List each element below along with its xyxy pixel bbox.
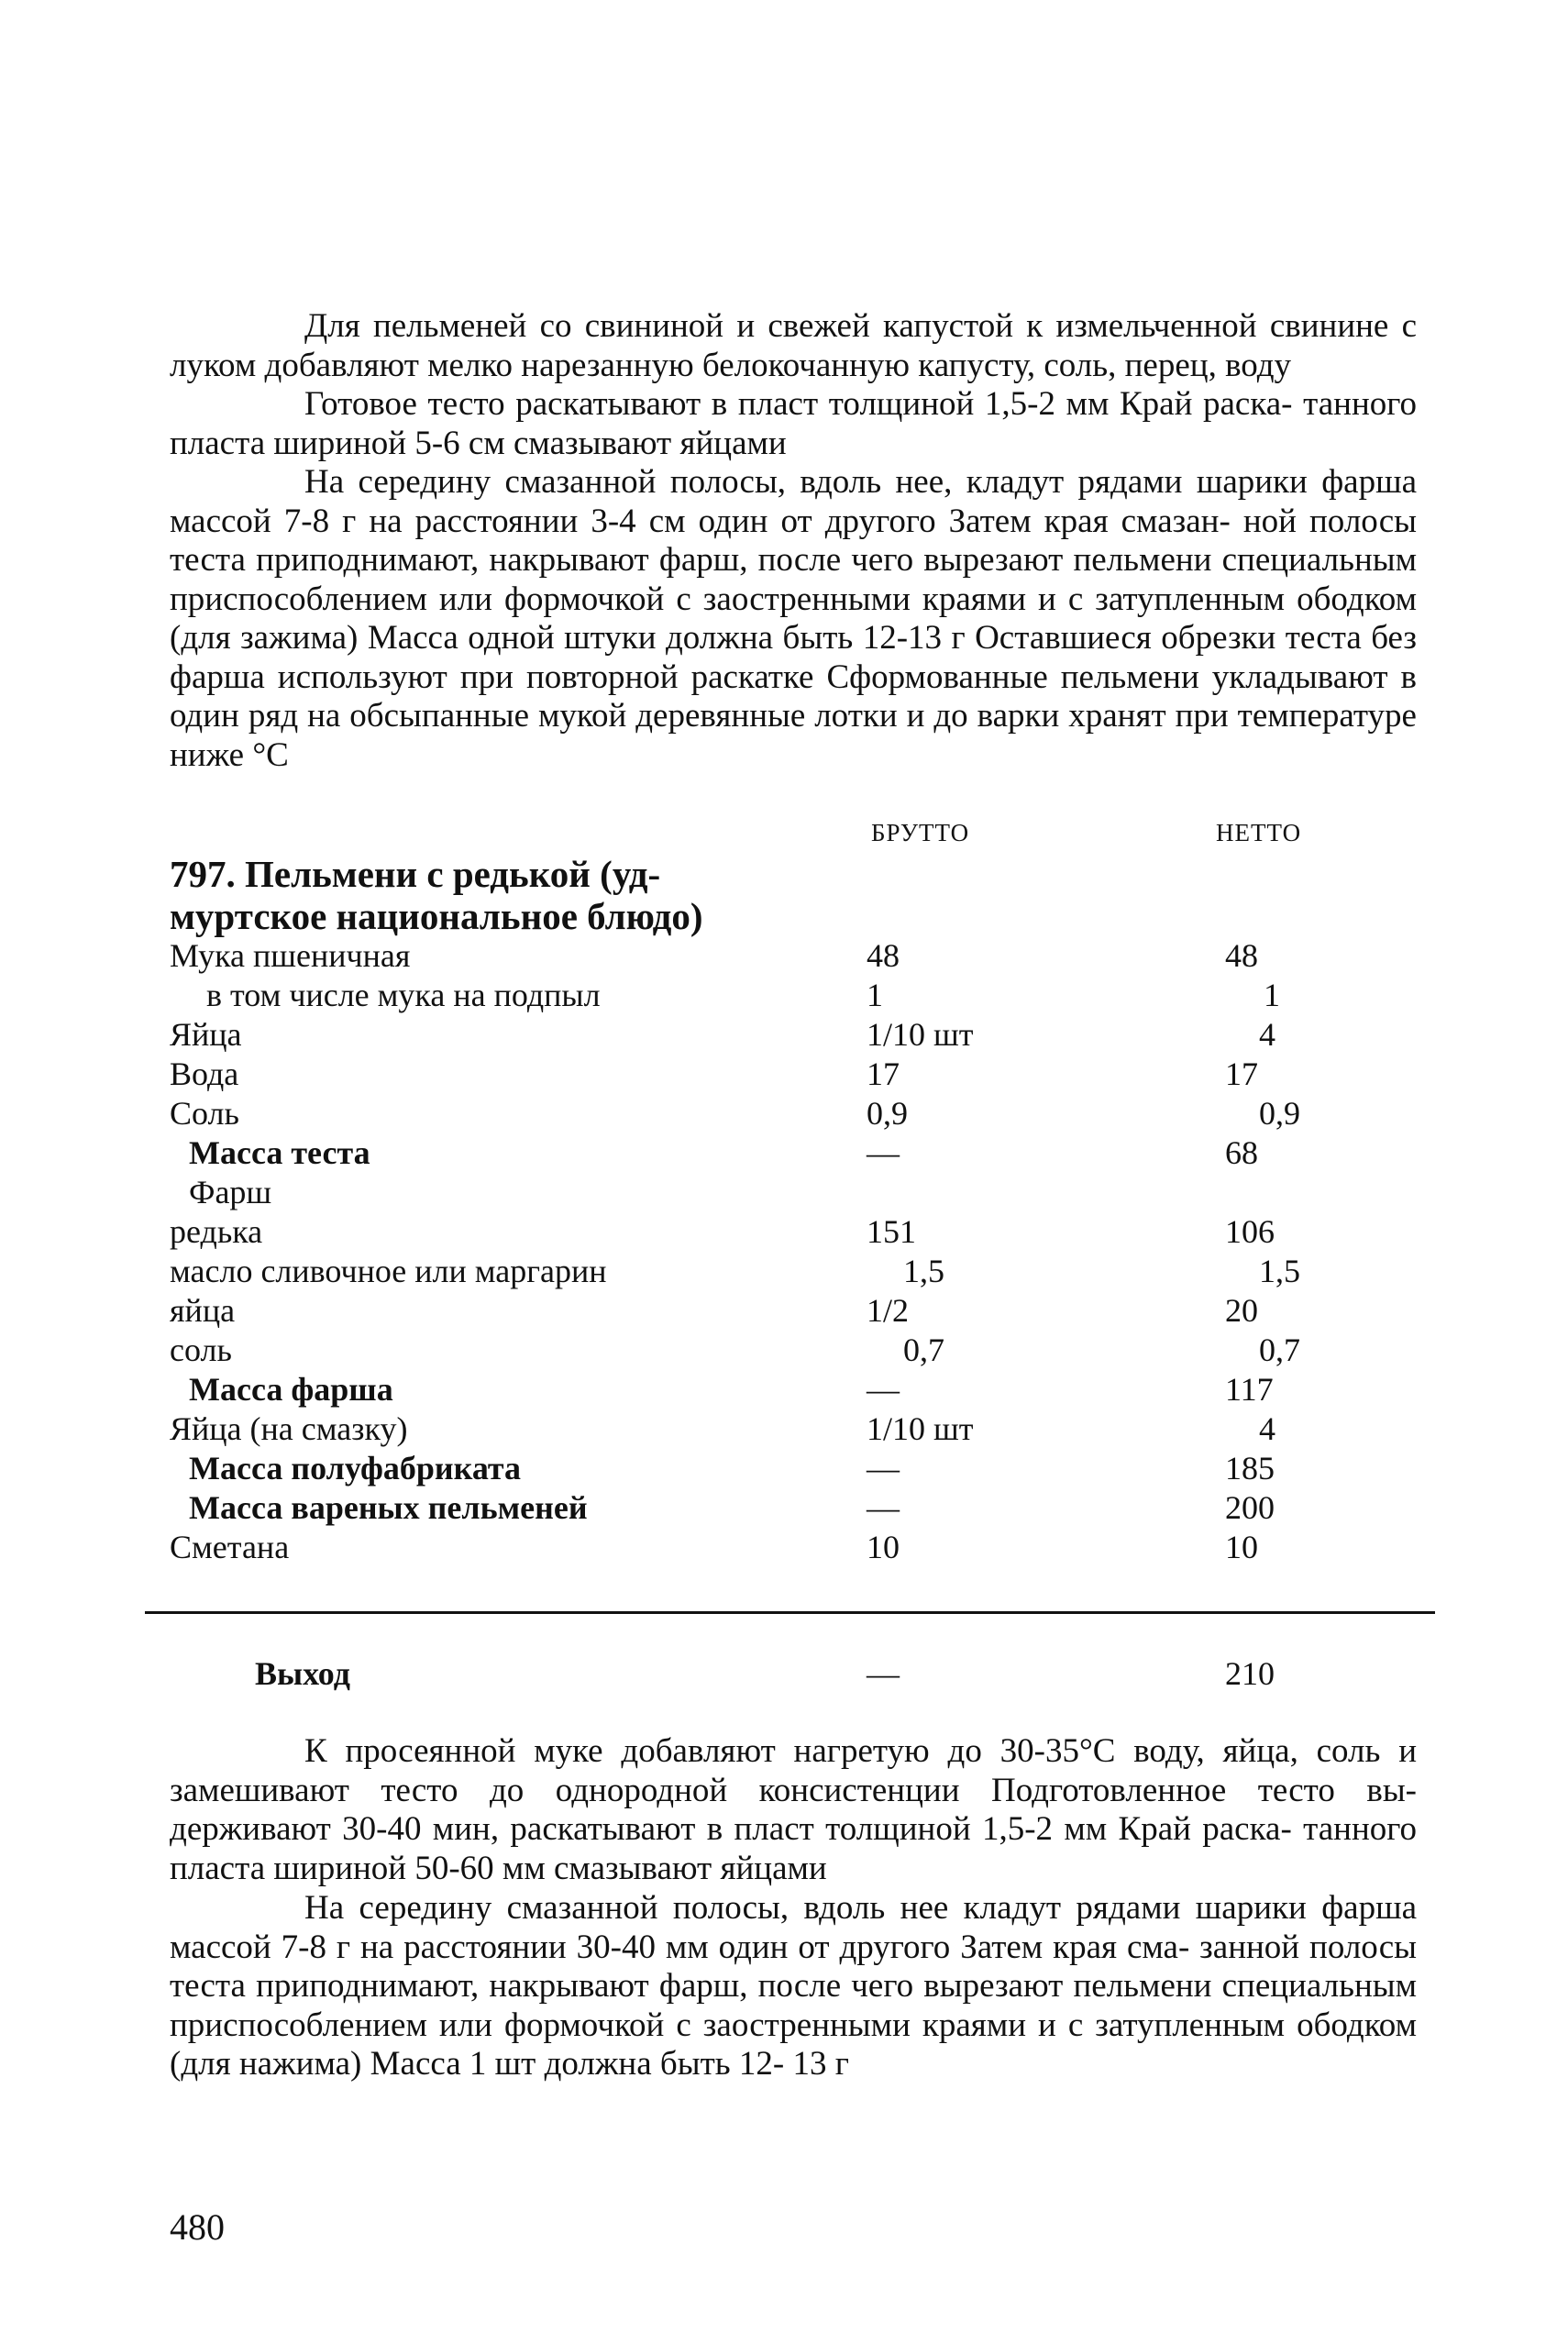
table-row: Масса фарша — 117 bbox=[189, 1371, 1274, 1408]
table-row: Масса теста — 68 bbox=[189, 1134, 1258, 1171]
table-row: Яйца (на смазку) 1/10 шт 4 bbox=[170, 1410, 1275, 1447]
method-paragraph-2: На середину смазанной полосы, вдоль нее кладут рядами шарики фарша массой 7-8 г на расстоянии 30-40 мм один от другого Затем края сма- занной полосы теста приподнимают, накрывают фарш, после чего вырезают пельмени специальным приспособлением или формочкой с заостренными краями и с затупленным ободком (для нажима) Масса 1 шт должна быть 12- 13 г bbox=[170, 1889, 1418, 2083]
yield-row: Выход — 210 bbox=[255, 1655, 1275, 1692]
table-row: Мука пшеничная 48 48 bbox=[170, 937, 1258, 974]
page-number: 480 bbox=[170, 2206, 225, 2248]
intro-paragraph: Для пельменей со свининой и свежей капустой к измельченной свинине с луком добавляют мелко нарезанную белокочанную капусту, соль, перец, воду Готовое тесто раскатывают в пласт толщиной 1,5-2 мм Край раска- танного пласта шириной 5-6 см смазывают яйцами На середину смазанной полосы, вдоль нее, кладут рядами шарики фарша массой 7-8 г на расстоянии 3-4 см один от другого Затем края смазан- ной полосы теста приподнимают, накрывают фарш, после чего вырезают пельмени специальным приспособлением или формочкой с заостренными краями и с затупленным ободком (для зажима) Масса одной штуки должна быть 12-13 г Оставшиеся обрезки теста без фарша используют при повторной раскатке Сформованные пельмени укладывают в один ряд на обсыпанные мукой деревянные лотки и до варки хранят при температуре ниже °С bbox=[170, 307, 1418, 774]
table-row: Соль 0,9 0,9 bbox=[170, 1095, 1300, 1132]
table-row: Яйца 1/10 шт 4 bbox=[170, 1016, 1275, 1053]
table-row: Масса полуфабриката — 185 bbox=[189, 1450, 1275, 1486]
table-row: Фарш bbox=[189, 1174, 272, 1210]
column-header-brutto: БРУТТО bbox=[871, 819, 970, 846]
table-row: Вода 17 17 bbox=[170, 1055, 1258, 1092]
table-row: масло сливочное или маргарин 1,5 1,5 bbox=[170, 1253, 1300, 1289]
table-row: Масса вареных пельменей — 200 bbox=[189, 1489, 1275, 1526]
table-row: в том числе мука на подпыл 1 1 bbox=[206, 977, 1280, 1013]
recipe-title: 797. Пельмени с редькой (уд- муртское национальное блюдо) bbox=[170, 853, 703, 937]
table-row: соль 0,7 0,7 bbox=[170, 1332, 1300, 1368]
table-row: яйца 1/2 20 bbox=[170, 1292, 1258, 1329]
table-divider bbox=[145, 1611, 1435, 1614]
table-row: Сметана 10 10 bbox=[170, 1529, 1258, 1565]
column-header-netto: НЕТТО bbox=[1216, 819, 1302, 846]
method-paragraph-1: К просеянной муке добавляют нагретую до 30-35°С воду, яйца, соль и замешивают тесто до однородной консистенции Подготовленное тесто вы- держивают 30-40 мин, раскатывают в пласт толщиной 1,5-2 мм Край раска- танного пласта шириной 50-60 мм смазывают яйцами bbox=[170, 1732, 1418, 1887]
table-row: редька 151 106 bbox=[170, 1213, 1275, 1250]
